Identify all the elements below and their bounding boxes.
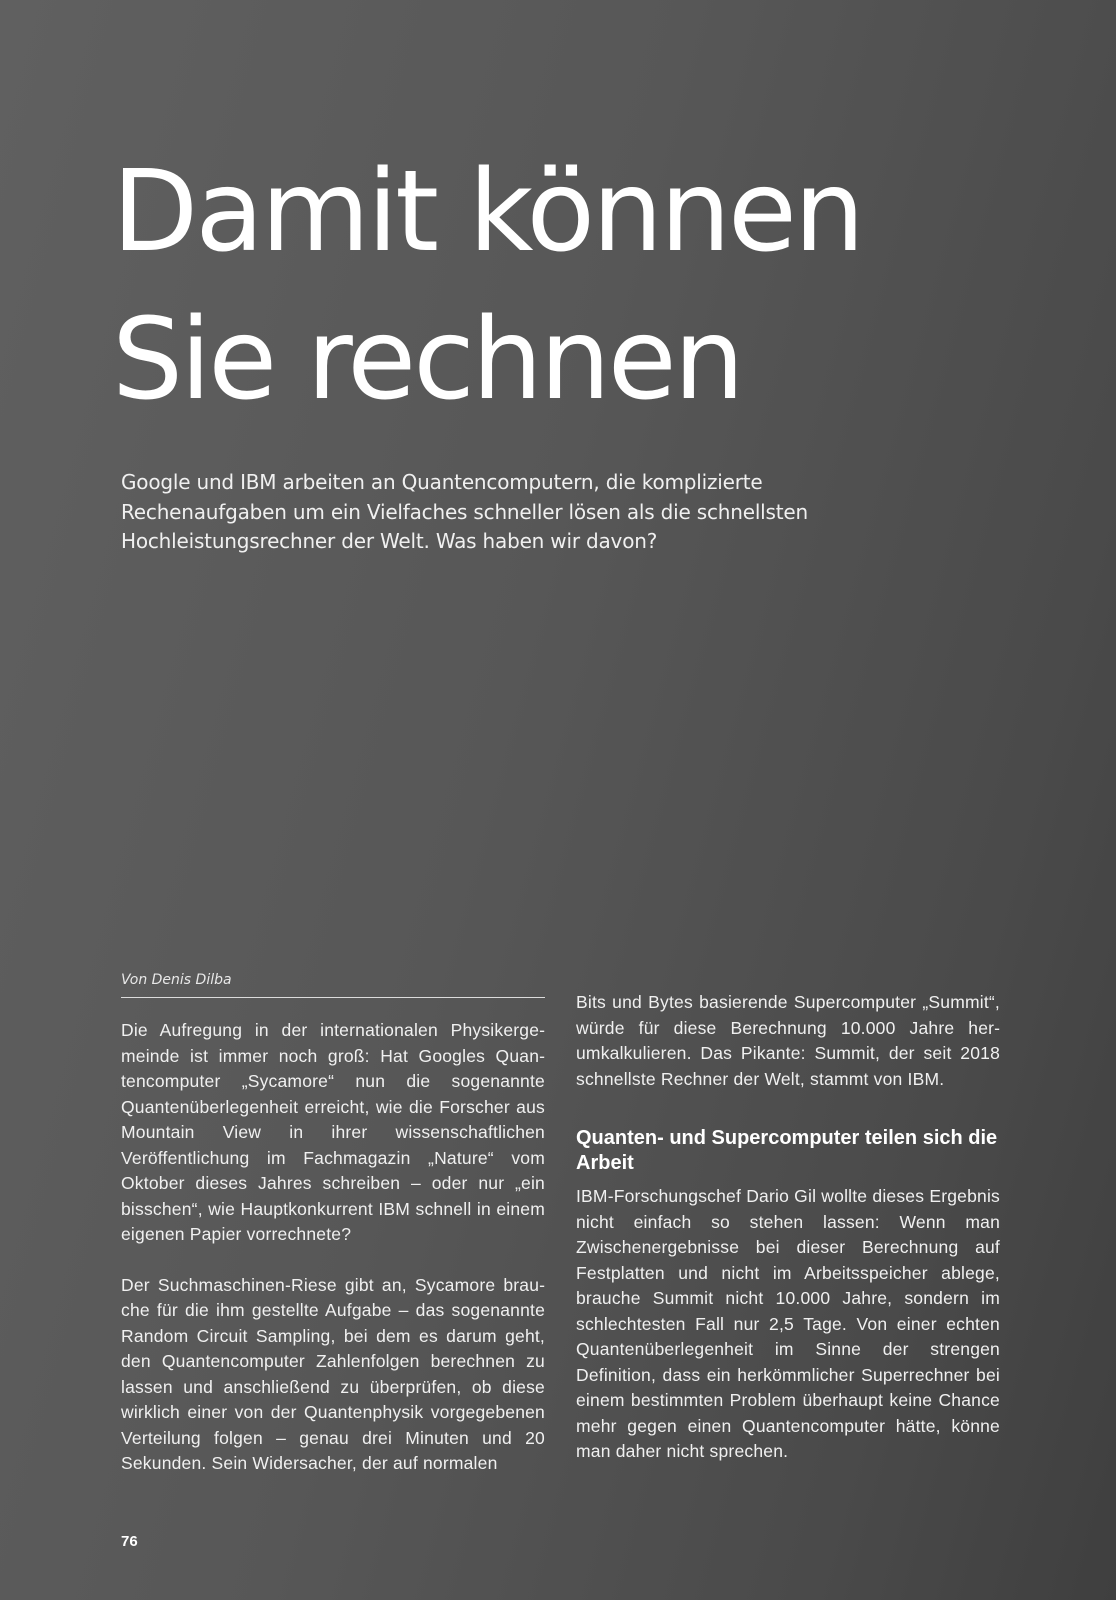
byline-divider [121,997,545,998]
body-paragraph: Die Aufregung in der internationalen Physikergemeinde ist immer noch groß: Hat Googles Quantencomputer „Sycamore“ nun die sogenannte Quantenüberlegenheit erreicht, wie die Forscher aus Mountain View in ihrer wissenschaftlichen Veröffentlichung im Fachmagazin „Nature“ vom Oktober dieses Jahres schreiben – oder nur „ein bisschen“, wie Hauptkonkurrent IBM schnell in einem eigenen Papier vorrechnete? [121,1020,545,1244]
headline-line-2: Sie rechnen [112,295,742,425]
body-column-right [576,990,1000,1465]
body-paragraph: Bits und Bytes basierende Supercomputer „Summit“, würde für diese Berechnung 10.000 Jahre herumkalkulieren. Das Pikante: Summit, der seit 2018 schnellste Rechner der Welt, stammt von IBM. [576,992,1000,1089]
headline-line-1: Damit können [112,147,862,277]
section-subheading: Quanten- und Supercomputer teilen sich die Arbeit [576,1127,998,1174]
lead-line-1: Google und IBM arbeiten an Quantencomputern, die komplizierte [121,470,763,494]
author-byline: Von Denis Dilba [121,972,232,988]
body-column-left [121,1018,545,1477]
page-number: 76 [121,1533,138,1550]
body-paragraph: Der Suchmaschinen-Riese gibt an, Sycamore brauche für die ihm gestellte Aufgabe – das sogenannte Random Circuit Sampling, bei dem es darum geht, den Quantencomputer Zahlenfolgen berechnen zu lassen und anschließend zu überprüfen, ob diese wirklich einer von der Quantenphysik vorgegebenen Verteilung folgen – genau drei Minuten und 20 Sekunden. Sein Widersacher, der auf normalen [121,1274,545,1473]
lead-line-2: Rechenaufgaben um ein Vielfaches schneller lösen als die schnellsten [121,499,808,524]
lead-paragraph [121,468,881,557]
lead-line-3: Hochleistungsrechner der Welt. Was haben wir davon? [121,529,658,553]
body-paragraph: IBM-Forschungschef Dario Gil wollte dieses Ergebnis nicht einfach so stehen lassen: Wenn man Zwischenergebnisse bei dieser Berechnung auf Festplatten und nicht im Arbeitsspeicher ablege, brauche Summit nicht 10.000 Jahre, sondern im schlechtesten Fall nur 2,5 Tage. Von einer echten Quantenüberlegenheit im Sinne der strengen Definition, dass ein herkömmlicher Superrechner bei einem bestimmten Problem überhaupt keine Chance mehr gegen einen Quantencomputer hätte, könne man daher nicht sprechen. [576,1186,1000,1461]
headline [112,138,862,434]
